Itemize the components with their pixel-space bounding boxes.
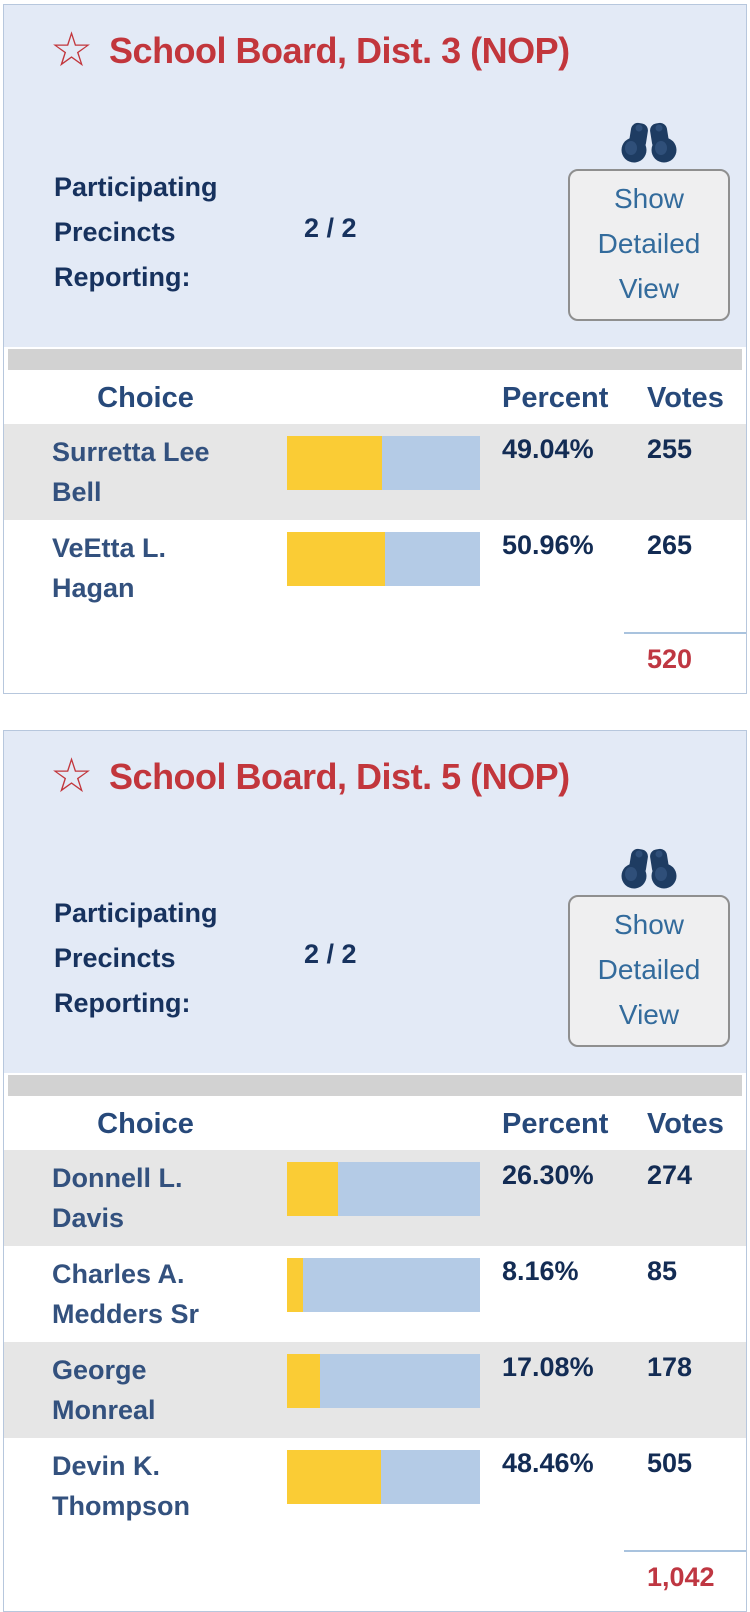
candidate-name: [4, 432, 287, 520]
votes-value: 85: [647, 1256, 678, 1286]
detail-view-area: [566, 121, 732, 321]
column-header-percent: Percent: [502, 382, 609, 414]
detail-view-area: [566, 847, 732, 1047]
candidate-name-line: Medders Sr: [52, 1299, 200, 1329]
percent-bar: [287, 532, 480, 586]
percent-value: 8.16%: [502, 1256, 579, 1286]
show-detailed-view-button[interactable]: Show Detailed View: [568, 895, 730, 1047]
percent-bar-fill: [287, 1258, 303, 1312]
result-bar-cell: [287, 1158, 480, 1246]
contest-title-row: [4, 5, 746, 75]
votes-value: 274: [647, 1160, 693, 1190]
column-header-spacer: [287, 382, 480, 415]
precincts-reporting-value: 2 / 2: [304, 939, 357, 969]
results-table-header: [4, 1096, 746, 1150]
result-bar-cell: [287, 1350, 480, 1438]
result-bar-cell: [287, 1254, 480, 1342]
votes-value: 505: [647, 1448, 693, 1478]
contest-header: [4, 5, 746, 347]
contest-title-row: [4, 731, 746, 801]
section-divider: [8, 1075, 742, 1096]
percent-bar: [287, 1354, 480, 1408]
candidate-name-line: Monreal: [52, 1395, 156, 1425]
contest-card: [3, 730, 747, 1612]
precincts-reporting-label: Participating Precincts Reporting:: [54, 172, 218, 292]
percent-value: 48.46%: [502, 1448, 594, 1478]
candidate-name-line: Surretta Lee: [52, 437, 210, 467]
result-row: [4, 424, 746, 520]
result-bar-cell: [287, 528, 480, 616]
percent-value: 49.04%: [502, 434, 594, 464]
contest-card: [3, 4, 747, 694]
candidate-name: [4, 1158, 287, 1246]
result-row: [4, 1438, 746, 1534]
results-table-header: [4, 370, 746, 424]
votes-value: 265: [647, 530, 693, 560]
total-votes: 520: [624, 632, 746, 675]
votes-value: 255: [647, 434, 693, 464]
percent-value: 26.30%: [502, 1160, 594, 1190]
contest-list: [0, 4, 750, 1612]
result-row: [4, 520, 746, 616]
percent-bar-fill: [287, 1354, 320, 1408]
candidate-name: [4, 1446, 287, 1534]
column-header-spacer: [287, 1108, 480, 1141]
results-rows: [4, 424, 746, 616]
percent-bar: [287, 1258, 480, 1312]
precincts-reporting-value: 2 / 2: [304, 213, 357, 243]
percent-bar-fill: [287, 1450, 381, 1504]
contest-title: School Board, Dist. 3 (NOP): [109, 30, 570, 71]
votes-value: 178: [647, 1352, 693, 1382]
contest-title: School Board, Dist. 5 (NOP): [109, 756, 570, 797]
percent-bar-fill: [287, 436, 382, 490]
column-header-choice: Choice: [97, 382, 194, 414]
column-header-choice: Choice: [97, 1108, 194, 1140]
result-row: [4, 1246, 746, 1342]
percent-value: 50.96%: [502, 530, 594, 560]
column-header-percent: Percent: [502, 1108, 609, 1140]
candidate-name-line: Donnell L.: [52, 1163, 183, 1193]
result-row: [4, 1342, 746, 1438]
binoculars-icon: [618, 121, 680, 163]
result-bar-cell: [287, 1446, 480, 1534]
column-header-votes: Votes: [647, 382, 724, 414]
candidate-name-line: Bell: [52, 477, 102, 507]
result-bar-cell: [287, 432, 480, 520]
candidate-name-line: George: [52, 1355, 147, 1385]
candidate-name: [4, 528, 287, 616]
candidate-name-line: Hagan: [52, 573, 135, 603]
show-detailed-view-button[interactable]: Show Detailed View: [568, 169, 730, 321]
total-votes: 1,042: [624, 1550, 746, 1593]
binoculars-icon: [618, 847, 680, 889]
percent-bar: [287, 1450, 480, 1504]
contest-header: [4, 731, 746, 1073]
percent-bar-fill: [287, 532, 385, 586]
candidate-name-line: Charles A.: [52, 1259, 185, 1289]
star-outline-icon: ☆: [50, 24, 94, 77]
percent-bar: [287, 436, 480, 490]
percent-bar: [287, 1162, 480, 1216]
result-row: [4, 1150, 746, 1246]
candidate-name-line: Thompson: [52, 1491, 190, 1521]
candidate-name-line: Devin K.: [52, 1451, 161, 1481]
star-outline-icon: ☆: [50, 750, 94, 803]
candidate-name: [4, 1254, 287, 1342]
precincts-reporting-label: Participating Precincts Reporting:: [54, 898, 218, 1018]
candidate-name: [4, 1350, 287, 1438]
total-row: [4, 616, 746, 693]
section-divider: [8, 349, 742, 370]
percent-bar-fill: [287, 1162, 338, 1216]
column-header-votes: Votes: [647, 1108, 724, 1140]
candidate-name-line: Davis: [52, 1203, 125, 1233]
percent-value: 17.08%: [502, 1352, 594, 1382]
candidate-name-line: VeEtta L.: [52, 533, 167, 563]
total-row: [4, 1534, 746, 1611]
results-rows: [4, 1150, 746, 1534]
